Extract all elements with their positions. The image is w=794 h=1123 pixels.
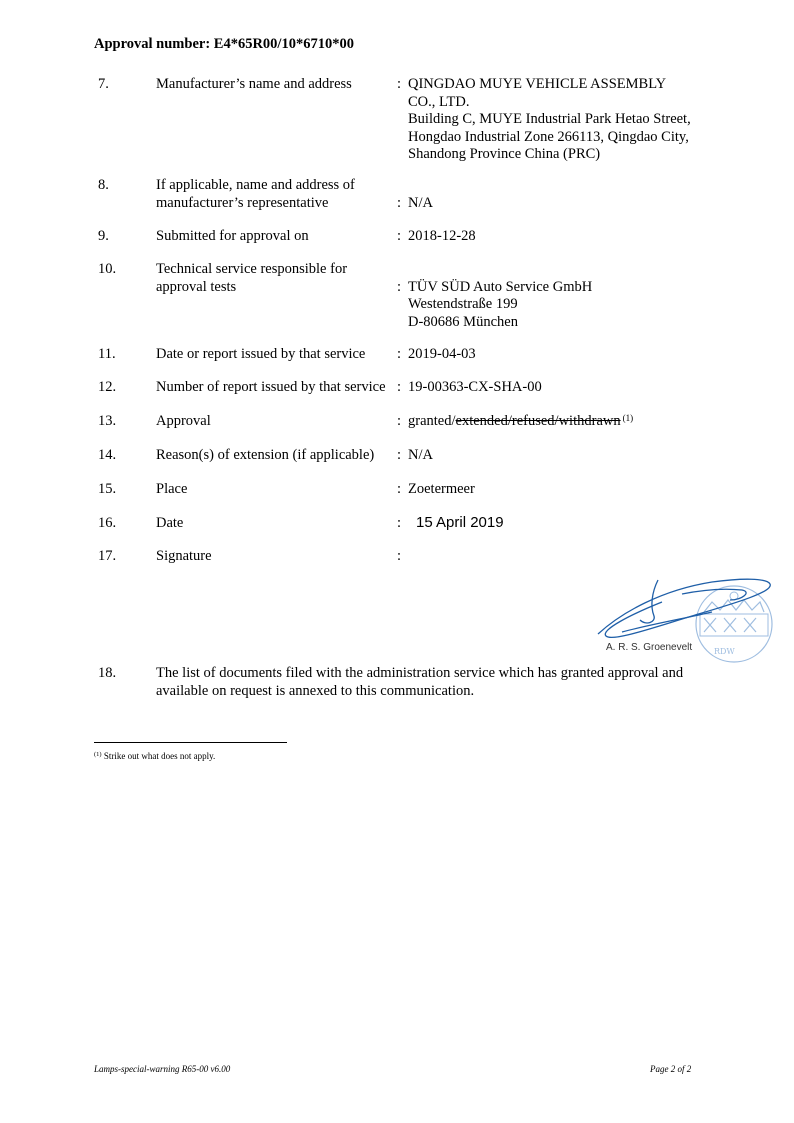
approval-status-value [408, 413, 748, 431]
date-value: 15 April 2019 [416, 514, 504, 531]
item-number: 17. [98, 548, 117, 564]
colon: : [397, 515, 402, 531]
item-label: Number of report issued by that service [156, 379, 386, 395]
footnote [94, 751, 215, 761]
representative-value: N/A [408, 194, 433, 211]
value-line: TÜV SÜD Auto Service GmbH [408, 278, 593, 295]
value-line: Shandong Province China (PRC) [408, 146, 601, 162]
value-line: D-80686 München [408, 313, 518, 330]
item-label: Reason(s) of extension (if applicable) [156, 447, 375, 463]
item-number: 9. [98, 228, 109, 244]
value-line: Westendstraße 199 [408, 296, 518, 312]
item-number: 8. [98, 177, 109, 193]
label-line: approval tests [156, 278, 237, 295]
footnote-marker: (1) [94, 751, 102, 758]
label-line: manufacturer’s representative [156, 194, 329, 211]
item-label: The list of documents filed with the administration service which has granted approval and available on request is annexed to this communication. [156, 665, 684, 699]
label-line: If applicable, name and address of [156, 177, 355, 193]
value-line: Hongdao Industrial Zone 266113, Qingdao City, [408, 128, 689, 145]
approval-number-heading: Approval number: E4*65R00/10*6710*00 [94, 36, 354, 52]
footnote-rule [94, 742, 287, 743]
item-number: 7. [98, 76, 109, 92]
approval-struck-text: extended/refused/withdrawn [455, 413, 621, 429]
value-line: CO., LTD. [408, 93, 470, 110]
colon: : [397, 194, 402, 211]
item-label: Signature [156, 548, 212, 564]
colon: : [397, 548, 402, 564]
item-label: Approval [156, 413, 211, 429]
signatory-name: A. R. S. Groenevelt [606, 642, 693, 653]
item-label: Manufacturer’s name and address [156, 76, 352, 92]
item-label: Date or report issued by that service [156, 346, 366, 362]
manufacturer-value [408, 76, 748, 164]
colon: : [397, 278, 402, 295]
extension-reason-value: N/A [408, 447, 433, 463]
colon: : [397, 481, 402, 497]
colon: : [397, 76, 402, 92]
footer-document-id: Lamps-special-warning R65-00 v6.00 [94, 1064, 231, 1074]
stamp-text: RDW [714, 647, 735, 656]
item-number: 12. [98, 379, 117, 395]
colon: : [397, 447, 402, 463]
label-line: Technical service responsible for [156, 261, 348, 277]
footnote-marker: (1) [622, 413, 634, 423]
value-line: Building C, MUYE Industrial Park Hetao Street, [408, 111, 691, 127]
report-date-value: 2019-04-03 [408, 346, 476, 362]
place-value: Zoetermeer [408, 481, 475, 497]
footer-page-number: Page 2 of 2 [650, 1064, 692, 1074]
item-number: 16. [98, 515, 117, 531]
approval-granted-text: granted/ [408, 413, 456, 429]
item-number: 15. [98, 481, 117, 497]
item-label [156, 177, 396, 212]
item-number: 13. [98, 413, 117, 429]
signature-stamp-graphic [592, 572, 782, 670]
item-label [156, 261, 396, 296]
footnote-text: Strike out what does not apply. [101, 751, 216, 761]
report-number-value: 19-00363-CX-SHA-00 [408, 379, 542, 395]
item-label: Date [156, 515, 184, 531]
colon: : [397, 346, 402, 362]
item-label: Place [156, 481, 188, 497]
colon: : [397, 413, 402, 429]
rdw-stamp [696, 586, 772, 662]
submitted-date-value: 2018-12-28 [408, 228, 476, 244]
colon: : [397, 379, 402, 395]
item-number: 10. [98, 261, 117, 277]
item-label: Submitted for approval on [156, 228, 309, 244]
technical-service-value [408, 279, 748, 332]
item-number: 18. [98, 665, 117, 681]
item-number: 11. [98, 346, 116, 362]
colon: : [397, 228, 402, 244]
item-number: 14. [98, 447, 117, 463]
value-line: QINGDAO MUYE VEHICLE ASSEMBLY [408, 76, 667, 92]
